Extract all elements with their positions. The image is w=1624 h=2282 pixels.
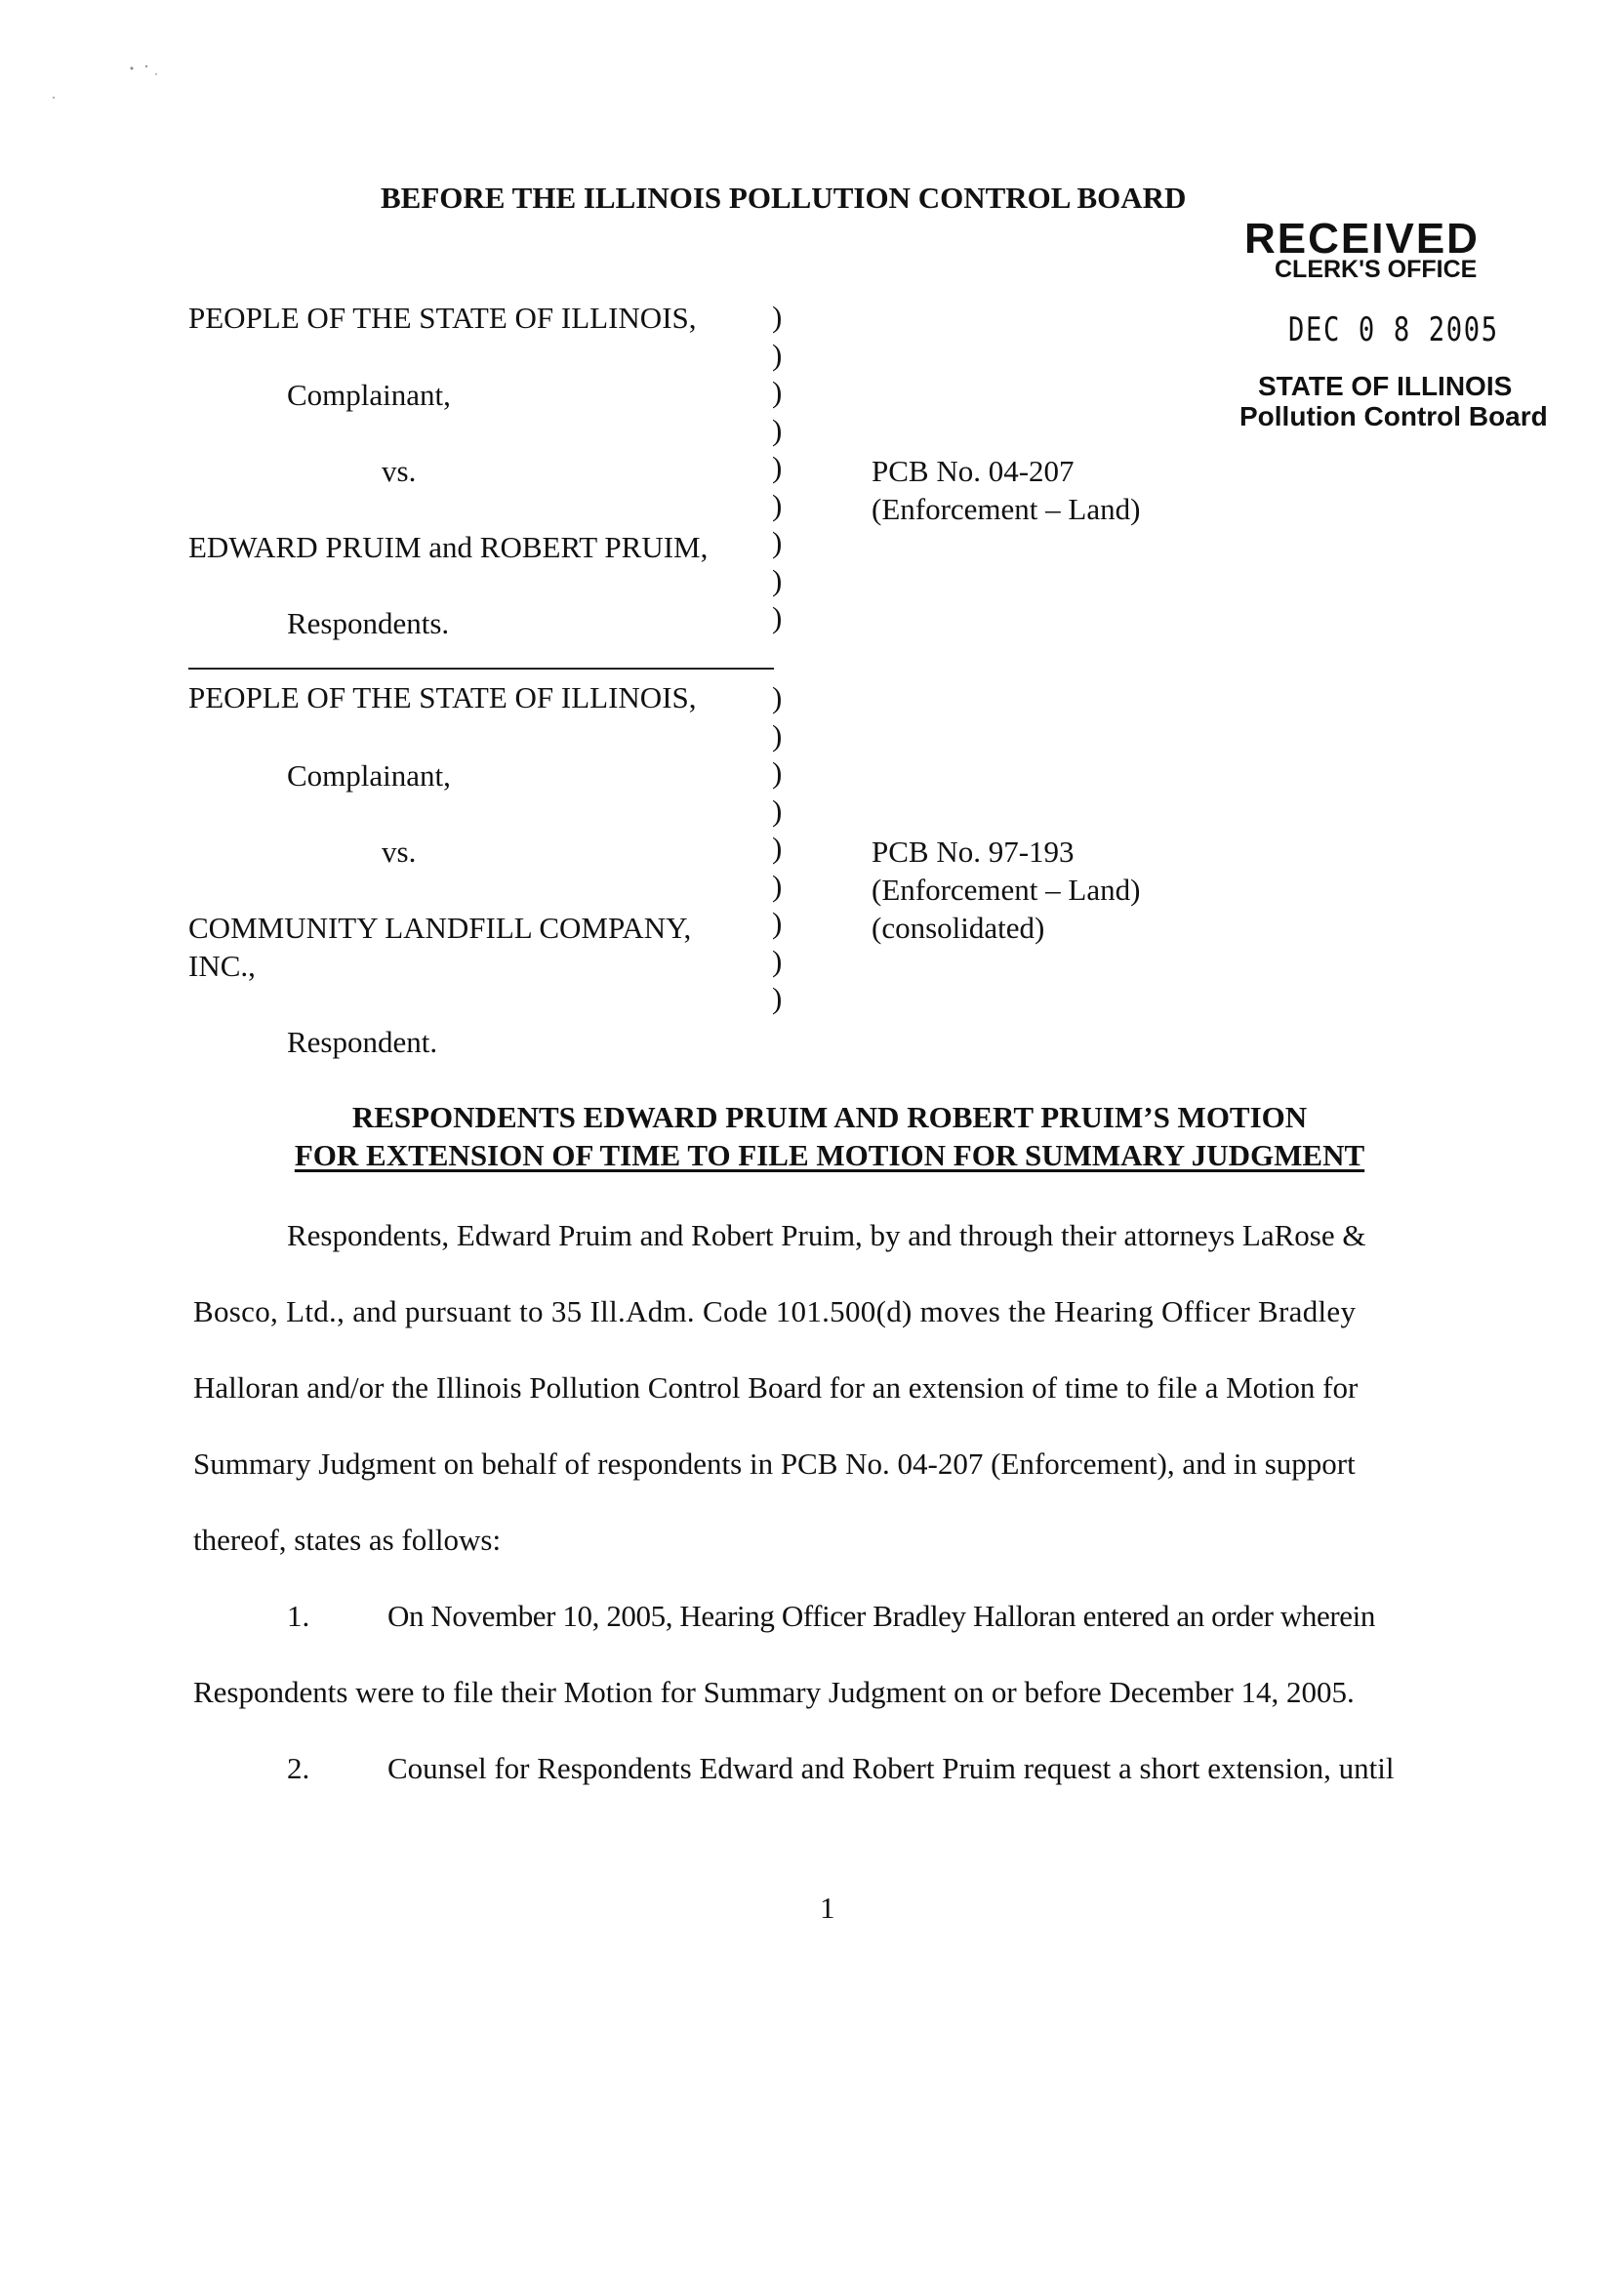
defendant-role: Respondents. [287,606,450,640]
stamp-date: DEC 0 8 2005 [1288,310,1499,349]
defendant-role: Respondent. [287,1025,438,1059]
defendant-name-cont: INC., [188,949,256,983]
paren-column: ) ) ) ) ) ) ) ) ) [772,680,783,1015]
body-line: Respondents were to file their Motion for Summary Judgment on or before December 14, 2005. [193,1675,1355,1709]
body-line: Counsel for Respondents Edward and Robert Pruim request a short extension, until [387,1751,1395,1785]
body-line: Halloran and/or the Illinois Pollution Control Board for an extension of time to file a Motion for [193,1370,1359,1405]
versus-label: vs. [382,454,417,488]
consolidated-note: (consolidated) [872,911,1045,945]
case-type: (Enforcement – Land) [872,492,1141,526]
stamp-board: Pollution Control Board [1239,401,1548,431]
plaintiff-name: PEOPLE OF THE STATE OF ILLINOIS, [188,301,697,335]
paren-column: ) ) ) ) ) ) ) ) ) [772,300,783,634]
scan-specks [49,59,176,107]
plaintiff-role: Complainant, [287,758,451,793]
page-number: 1 [820,1891,835,1925]
case-number: PCB No. 04-207 [872,454,1075,488]
caption-divider [188,668,774,670]
motion-title-line1: RESPONDENTS EDWARD PRUIM AND ROBERT PRUIM’S MOTION [351,1100,1308,1134]
page-title: BEFORE THE ILLINOIS POLLUTION CONTROL BOARD [381,181,1187,215]
plaintiff-name: PEOPLE OF THE STATE OF ILLINOIS, [188,680,697,714]
body-line: On November 10, 2005, Hearing Officer Bradley Halloran entered an order wherein [387,1599,1375,1633]
stamp-state: STATE OF ILLINOIS [1258,371,1513,401]
body-line: Bosco, Ltd., and pursuant to 35 Ill.Adm. Code 101.500(d) moves the Hearing Officer Bradley [193,1294,1357,1328]
item-number: 1. [287,1599,310,1633]
motion-title-line2: FOR EXTENSION OF TIME TO FILE MOTION FOR SUMMARY JUDGMENT [294,1138,1365,1172]
defendant-name: EDWARD PRUIM and ROBERT PRUIM, [188,530,709,564]
case-number: PCB No. 97-193 [872,835,1075,869]
body-line: thereof, states as follows: [193,1523,502,1557]
plaintiff-role: Complainant, [287,378,451,412]
body-line: Respondents, Edward Pruim and Robert Pruim, by and through their attorneys LaRose & [287,1218,1366,1252]
case-type: (Enforcement – Land) [872,873,1141,907]
body-line: Summary Judgment on behalf of respondents in PCB No. 04-207 (Enforcement), and in support [193,1447,1356,1481]
defendant-name: COMMUNITY LANDFILL COMPANY, [188,911,692,945]
versus-label: vs. [382,835,417,869]
stamp-office: CLERK'S OFFICE [1275,256,1478,283]
item-number: 2. [287,1751,310,1785]
stamp-received: RECEIVED [1244,215,1480,263]
